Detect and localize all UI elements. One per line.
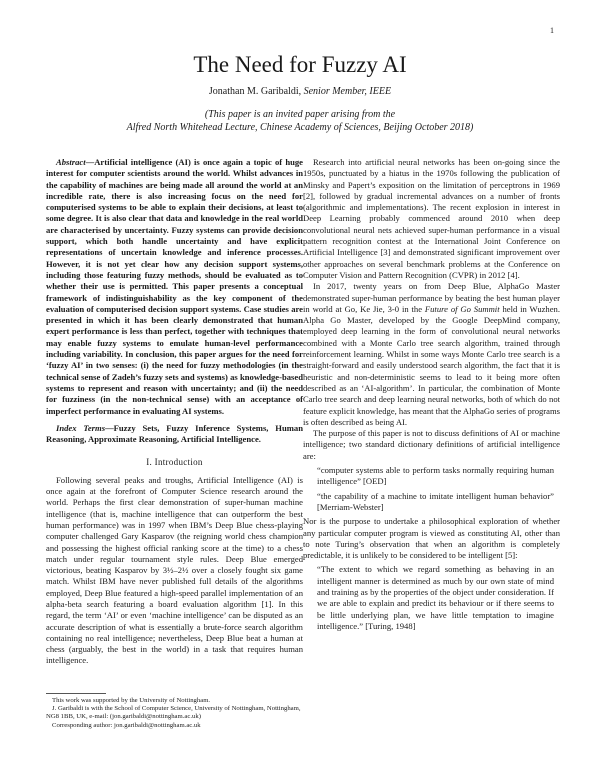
invited-note-line2: Alfred North Whitehead Lecture, Chinese Academy of Sciences, Beijing October 2018) <box>126 122 474 133</box>
abstract <box>46 157 303 417</box>
footnote-affiliation: J. Garibaldi is with the School of Computer Science, University of Nottingham, Nottingham, NG8 1BB, UK, e-mail: (jon.garibaldi@nottingham.ac.uk) <box>46 705 301 721</box>
footnotes <box>46 693 303 730</box>
footnote-corresponding: Corresponding author: jon.garibaldi@nottingham.ac.uk <box>52 721 201 729</box>
index-terms-label: Index Terms <box>56 422 106 433</box>
right-column <box>303 157 560 635</box>
alphago-event-name: Future of Go Summit <box>424 303 500 314</box>
alphago-text-b: held in Wuzhen. Alpha Go Master, developed by the Google DeepMind company, employed deep learning in the form of convolutional neural networks combined with a Monte Carlo tree search algorithm, trained through reinforcement learning. Whilst in some ways Monte Carlo tree search is a straight-forward and easily understood search algorithm, the fact that it is heuristic and non-deterministic seems to lead to it being more often described as an ‘AI-algorithm’. In particular, the combination of Monte Carlo tree search and deep learning neural networks, both of which do not feature explicit knowledge, has meant that the AlphaGo series of programs is often described as being AI. <box>303 303 561 427</box>
section-heading-introduction: I. Introduction <box>146 457 203 468</box>
quote-turing: “The extent to which we regard something as behaving in an intelligent manner is determined as much by our own state of mind and training as by the properties of the object under consideration. If we are able to explain and predict its behaviour or if there seems to be little underlying plan, we have little temptation to imagine intelligence.” [Turing, 1948] <box>317 564 554 631</box>
paper-title: The Need for Fuzzy AI <box>193 52 407 77</box>
page-number: 1 <box>550 26 554 35</box>
footnote-rule <box>46 693 106 694</box>
alphago-text-a: In 2017, twenty years on from Deep Blue, AlphaGo Master demonstrated super-human performance by beating the best human player in world at Go, Ke Jie, 3-0 in the <box>303 281 560 314</box>
body-paragraph-turing: Nor is the purpose to undertake a philosophical exploration of whether any particular computer program is viewed as constituting AI, other than to note Turing’s observation that when an algorithm is completely predictable, it is unlikely to be considered to be intelligent [5]: <box>303 516 560 561</box>
author-name: Jonathan M. Garibaldi, <box>208 86 304 97</box>
abstract-text: —Artificial intelligence (AI) is once again a topic of huge interest for computer scientists around the world. Whilst advances in the capability of machines are being made all around the world at an incredible rate, there is also increasing focus on the need for computerised systems to be able to explain their decisions, at least to some degree. It is also clear that data and knowledge in the real world are characterised by uncertainty. Fuzzy systems can provide decision support, which both handle uncertainty and have explicit representations of uncertain knowledge and inference processes. However, it is not yet clear how any decision support systems, including those featuring fuzzy methods, should be evaluated as to whether their use is permitted. This paper presents a conceptual framework of indistinguishability as the key component of the evaluation of computerised decision support systems. Case studies are presented in which it has been clearly demonstrated that human expert performance is less than perfect, together with techniques that may enable fuzzy systems to emulate human-level performance including variability. In conclusion, this paper argues for the need for ‘fuzzy AI’ in two senses: (i) the need for fuzzy methodologies (in the technical sense of Zadeh’s fuzzy sets and systems) as knowledge-based systems to represent and reason with uncertainty; and (ii) the need for fuzziness (in the non-technical sense) with an acceptance of imperfect performance in evaluating AI systems. <box>46 157 303 416</box>
invited-note-line1: (This paper is an invited paper arising from the <box>204 109 396 120</box>
footnote-funding: This work was supported by the University of Nottingham. <box>52 697 211 704</box>
body-paragraph-purpose: The purpose of this paper is not to discuss definitions of AI or machine intelligence; two standard dictionary definitions of artificial intelligence are: <box>303 428 560 461</box>
index-terms <box>46 423 303 446</box>
quote-oed: “computer systems able to perform tasks normally requiring human intelligence” [OED] <box>317 465 554 487</box>
author-role: Senior Member, IEEE <box>303 86 392 97</box>
intro-paragraph: Following several peaks and troughs, Artificial Intelligence (AI) is once again at the forefront of Computer Science research around the world. Perhaps the first clear demonstration of super-human machine intelligence (that is, machine intelligence that can outperform the best human performance) was in 1997 when IBM’s Deep Blue chess-playing computer challenged Gary Kasparov (the reigning world chess champion and possessing the highest official ranking score at the time) to a chess match under regular tournament style rules. Deep Blue emerged victorious, beating Kasparov by 3½–2½ over a closely fought six game match. Whilst IBM have never published full details of the algorithms employed, Deep Blue featured a high-speed parallel implementation of an alpha-beta search featuring a board evaluation algorithm [1]. In this regard, the term ‘AI’ or even ‘machine intelligence’ can be disputed as an accurate description of what is essentially a brute-force search algorithm containing no real intelligence; nevertheless, Deep Blue beat a human at chess (arguably, the best in the world) in a task that requires human intelligence. <box>46 474 303 666</box>
body-paragraph-neural-networks: Research into artificial neural networks has been on-going since the 1950s, punctuated by a hiatus in the 1970s following the publication of Minsky and Papert’s exposition on the limitation of perceptrons in 1969 [2], followed by gradual incremental advances on a number of fronts (algorithmic and implementations). The recent explosion in interest in Deep Learning probably commenced around 2010 when deep convolutional neural nets achieved super-human performance in a visual pattern recognition contest at the International Joint Conference on Artificial Intelligence [3] and demonstrated significant improvement over other approaches on several benchmark problems at the Conference on Computer Vision and Pattern Recognition (CVPR) in 2012 [4]. <box>303 157 560 280</box>
author-line <box>0 86 600 97</box>
index-terms-text: —Fuzzy Sets, Fuzzy Inference Systems, Human Reasoning, Approximate Reasoning, Artificial Intelligence. <box>46 422 304 445</box>
left-column <box>46 157 303 667</box>
invited-note <box>0 108 600 134</box>
abstract-label: Abstract <box>56 157 86 167</box>
body-paragraph-alphago <box>303 281 560 428</box>
quote-merriam-webster: “the capability of a machine to imitate intelligent human behavior” [Merriam-Webster] <box>317 490 554 512</box>
